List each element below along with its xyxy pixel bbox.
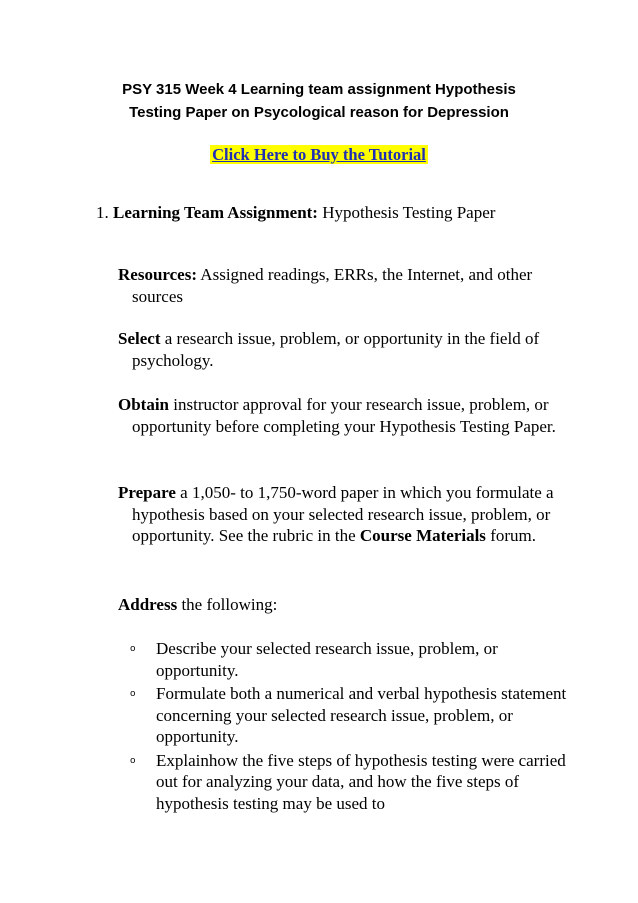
resources-label: Resources: [118,265,197,284]
select-paragraph [118,328,582,371]
resources-text: Assigned readings, ERRs, the Internet, and other sources [132,265,533,306]
address-paragraph [118,594,582,616]
address-label: Address [118,595,178,614]
prepare-label: Prepare [118,483,176,502]
heading-number: 1. [96,203,109,222]
buy-tutorial-link[interactable]: Click Here to Buy the Tutorial [212,145,426,164]
document-title [0,78,638,124]
prepare-text: a 1,050- to 1,750-word paper in which you formulate a hypothesis based on your selected research issue, problem, or opportunity. See the rubric in the [132,483,554,545]
list-item [130,638,570,681]
title-line-2: Testing Paper on Psycological reason for Depression [129,104,509,121]
select-text: a research issue, problem, or opportunity in the field of psychology. [132,329,540,370]
obtain-paragraph [118,394,582,437]
prepare-text-end: forum. [485,526,536,545]
bullet-text: Formulate both a numerical and verbal hypothesis statement concerning your selected research issue, problem, or opportunity. [156,684,567,746]
heading-bold: Learning Team Assignment: [113,203,318,222]
resources-paragraph [118,264,582,307]
select-label: Select [118,329,161,348]
bullet-marker-icon: o [130,644,136,654]
tutorial-link-wrap [0,144,638,166]
assignment-heading [96,202,495,224]
list-item [130,750,570,815]
bullet-marker-icon: o [130,755,136,766]
address-text: the following: [177,595,278,614]
obtain-label: Obtain [118,395,170,414]
title-line-1: PSY 315 Week 4 Learning team assignment Hypothesis [122,81,516,98]
course-materials-label: Course Materials [359,526,486,545]
bullet-text: Describe your selected research issue, problem, or opportunity. [156,639,498,680]
bullet-marker-icon: o [130,689,136,699]
bullet-text: Explainhow the five steps of hypothesis testing were carried out for analyzing your data, and how the five steps of hypothesis testing may be used to [156,750,566,813]
list-item [130,683,570,748]
heading-rest: Hypothesis Testing Paper [317,203,496,222]
obtain-text: instructor approval for your research issue, problem, or opportunity before completing your Hypothesis Testing Paper. [132,395,556,436]
address-bullet-list [130,638,570,816]
prepare-paragraph [118,482,582,547]
